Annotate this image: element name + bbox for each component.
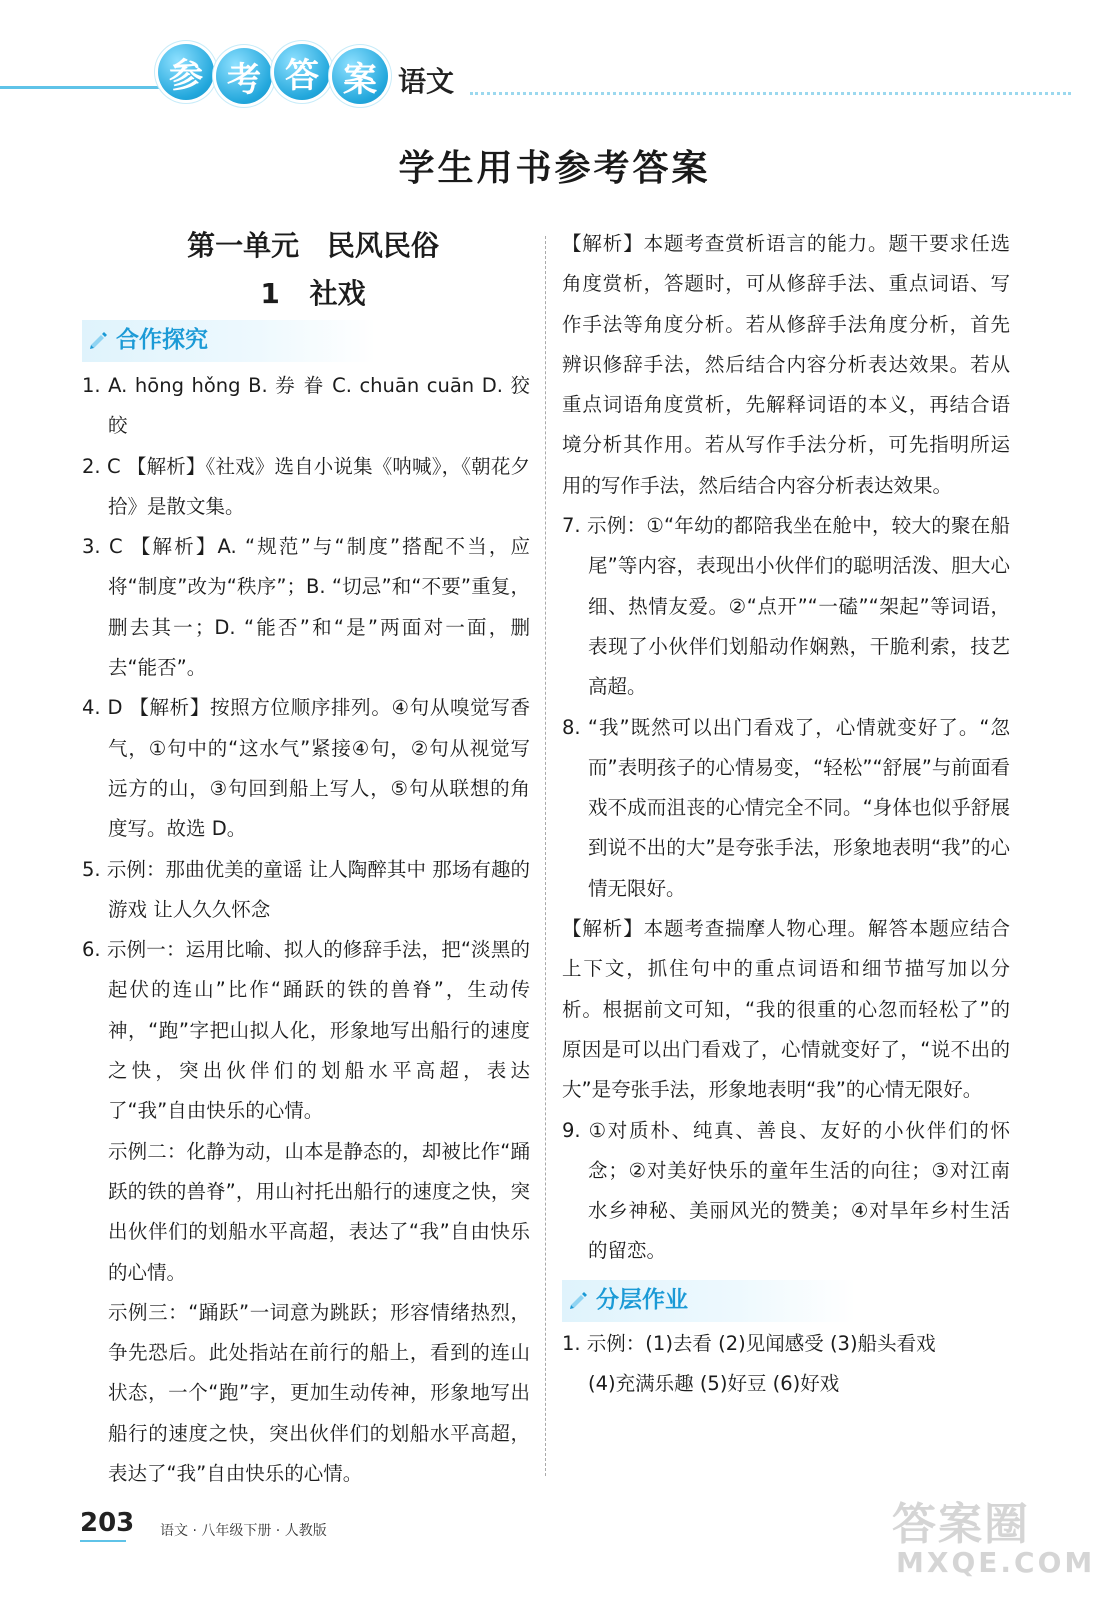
header-badges [158, 48, 388, 104]
watermark-logo [880, 1488, 1096, 1588]
answer-item-continued: (4)充满乐趣 (5)好豆 (6)好戏 [588, 1372, 840, 1396]
right-column [562, 222, 1010, 1404]
header-badge: 答 [274, 44, 330, 100]
answer-item: 7. 示例：①“年幼的都陪我坐在舱中，较大的聚在船尾”等内容，表现出小伙伴们的聪明活泼、胆大心细、热情友爱。②“点开”“一磕”“架起”等词语，表现了小伙伴们划船动作娴熟，干脆利索，技艺高超。 [562, 514, 1010, 699]
header-badge: 案 [332, 48, 388, 104]
answer-item: 5. 示例：那曲优美的童谣 让人陶醉其中 那场有趣的游戏 让人久久怀念 [82, 857, 530, 921]
answer-item: 9. ①对质朴、纯真、善良、友好的小伙伴们的怀念；②对美好快乐的童年生活的向往；③对江南水乡神秘、美丽风光的赞美；④对旱年乡村生活的留恋。 [562, 1118, 1010, 1263]
answer-item: 6. 示例一：运用比喻、拟人的修辞手法，把“淡黑的起伏的连山”比作“踊跃的铁的兽脊”，生动传神，“跑”字把山拟人化，形象地写出船行的速度之快，突出伙伴们的划船水平高超，表达了“我”自由快乐的心情。 [82, 938, 530, 1123]
header-badge: 考 [216, 48, 272, 104]
header-badge: 参 [158, 44, 214, 100]
answer-item: 1. 示例：(1)去看 (2)见闻感受 (3)船头看戏 [562, 1331, 936, 1355]
watermark-text: 答案圈 [892, 1499, 1030, 1550]
book-info: 语文 · 八年级下册 · 人教版 [160, 1523, 327, 1539]
lesson-title: 1 社戏 [260, 277, 366, 310]
answer-item: 8. “我”既然可以出门看戏了，心情就变好了。“忽而”表明孩子的心情易变，“轻松”“舒展”与前面看戏不成而沮丧的心情完全不同。“身体也似乎舒展到说不出的大”是夸张手法，形象地表明“我”的心情无限好。 [562, 715, 1010, 900]
header-rule-right [470, 92, 1071, 95]
answer-example: 示例二：化静为动，山本是静态的，却被比作“踊跃的铁的兽脊”，用山衬托出船行的速度之快，突出伙伴们的划船水平高超，表达了“我”自由快乐的心情。 [108, 1139, 530, 1284]
answer-analysis: 【解析】本题考查揣摩人物心理。解答本题应结合上下文，抓住句中的重点词语和细节描写加以分析。根据前文可知，“我的很重的心忽而轻松了”的原因是可以出门看戏了，心情就变好了，“说不出的大”是夸张手法，形象地表明“我”的心情无限好。 [562, 917, 1010, 1102]
section-heading-text: 分层作业 [596, 1286, 688, 1313]
answer-item: 3. C 【解析】A. “规范”与“制度”搭配不当，应将“制度”改为“秩序”；B. “切忌”和“不要”重复，删去其一；D. “能否”和“是”两面对一面，删去“能否”。 [82, 535, 530, 680]
column-divider [545, 236, 546, 1476]
subject-label: 语文 [398, 65, 455, 98]
left-column [82, 222, 530, 1494]
section-heading-layered [562, 1280, 856, 1322]
answer-item: 2. C 【解析】《社戏》选自小说集《呐喊》，《朝花夕拾》是散文集。 [82, 454, 530, 518]
answer-example: 示例三：“踊跃”一词意为跳跃；形容情绪热烈，争先恐后。此处指站在前行的船上，看到的连山状态，一个“跑”字，更加生动传神，形象地写出船行的速度之快，突出伙伴们的划船水平高超，表达了“我”自由快乐的心情。 [108, 1300, 530, 1486]
section-heading-text: 合作探究 [116, 327, 208, 353]
answer-item: 1. A. hōng hǒng B. 券 眷 C. chuān cuān D. 狡 皎 [82, 374, 530, 438]
pencil-icon [568, 1290, 588, 1310]
page-number-underline [80, 1540, 126, 1542]
page-header [0, 0, 1109, 120]
answer-analysis: 【解析】本题考查赏析语言的能力。题干要求任选角度赏析，答题时，可从修辞手法、重点词语、写作手法等角度分析。若从修辞手法角度分析，首先辨识修辞手法，然后结合内容分析表达效果。若从重点词语角度赏析，先解释词语的本义，再结合语境分析其作用。若从写作手法分析，可先指明所运用的写作手法，然后结合内容分析表达效果。 [562, 232, 1010, 497]
answer-item: 4. D 【解析】按照方位顺序排列。④句从嗅觉写香气，①句中的“这水气”紧接④句，②句从视觉写远方的山，③句回到船上写人，⑤句从联想的角度写。故选 D。 [82, 696, 530, 841]
watermark-url: MXQE.COM [896, 1546, 1096, 1579]
document-title: 学生用书参考答案 [398, 148, 711, 189]
section-heading-cooperative [82, 320, 376, 362]
pencil-icon [88, 330, 108, 350]
unit-title: 第一单元 民风民俗 [187, 229, 439, 262]
page-number: 203 [80, 1508, 135, 1538]
